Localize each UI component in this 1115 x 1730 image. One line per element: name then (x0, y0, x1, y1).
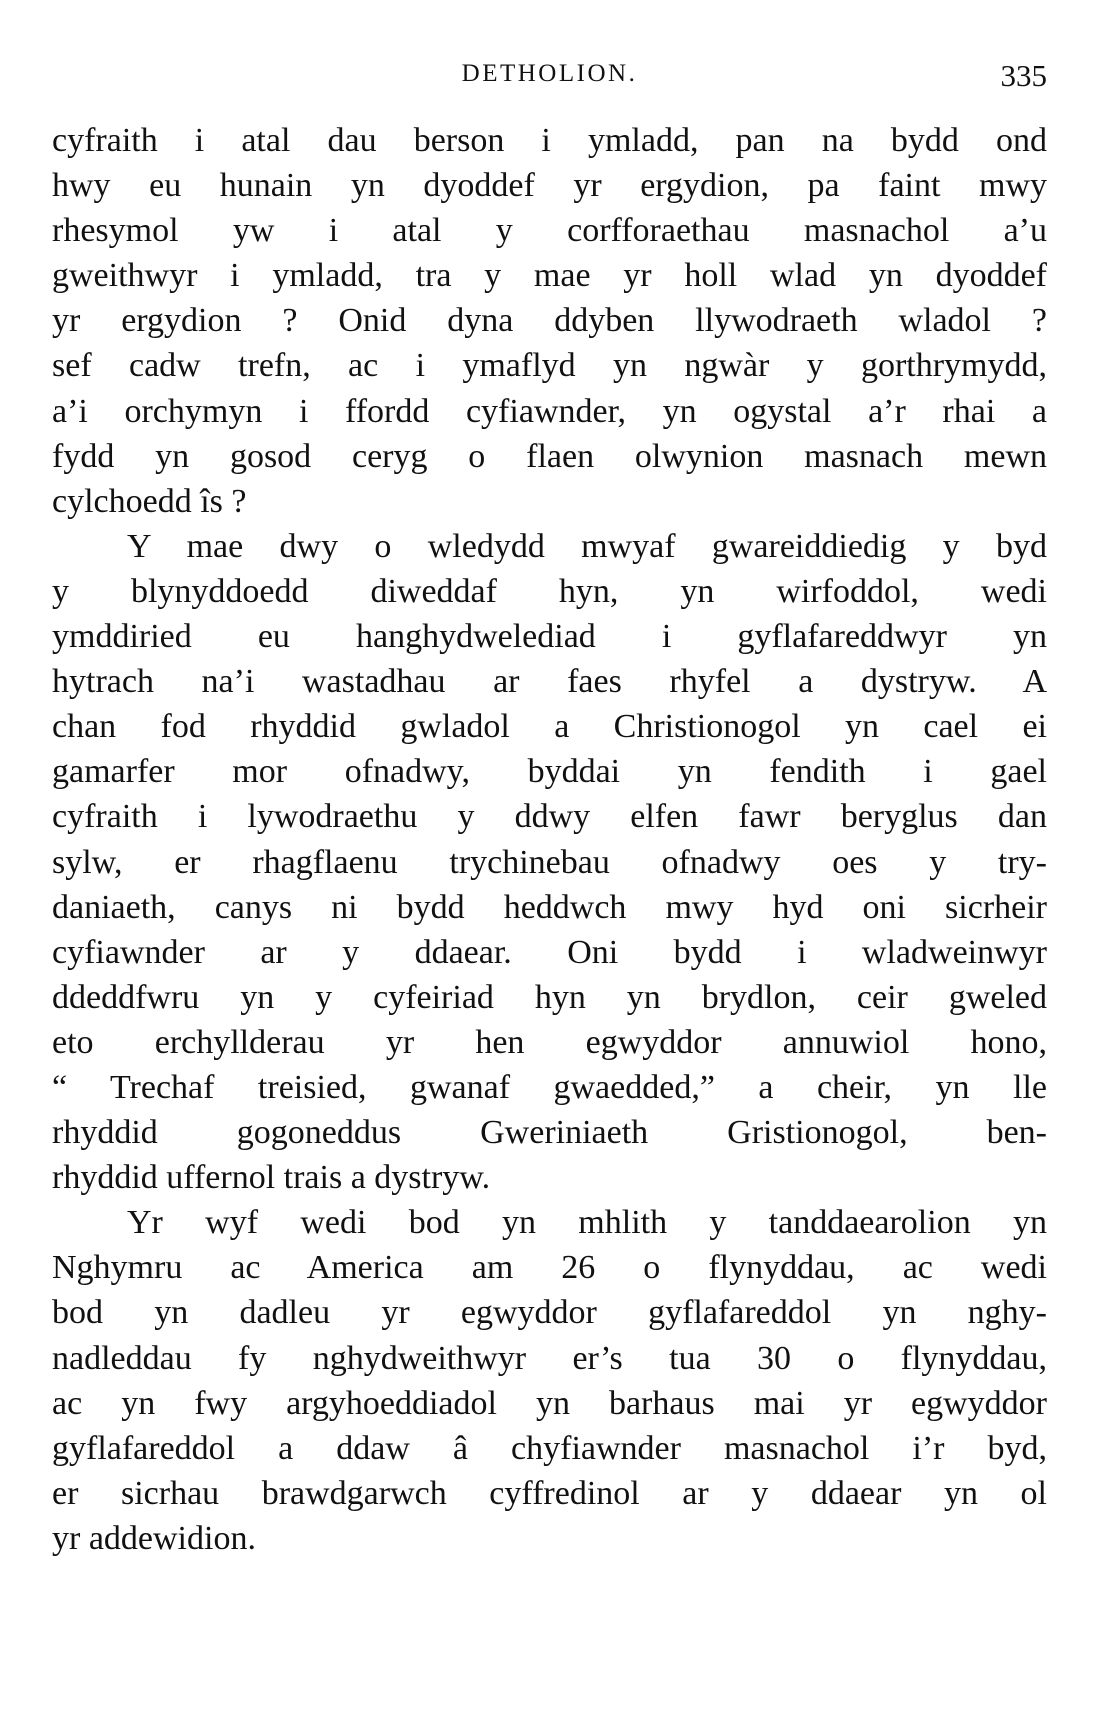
text-line: a’i orchymyn i ffordd cyfiawnder, yn ogystal a’r rhai a (52, 392, 1047, 430)
text-line: hwy eu hunain yn dyoddef yr ergydion, pa faint mwy (52, 167, 1047, 205)
text-line: Nghymru ac America am 26 o flynyddau, ac wedi (52, 1249, 1047, 1287)
text-line: gamarfer mor ofnadwy, byddai yn fendith i gael (52, 753, 1047, 791)
text-line: sylw, er rhagflaenu trychinebau ofnadwy oes y try- (52, 843, 1047, 881)
text-line: cyfraith i atal dau berson i ymladd, pan na bydd ond (52, 122, 1047, 159)
text-line: rhesymol yw i atal y corfforaethau masnachol a’u (52, 212, 1047, 250)
text-line: eto erchyllderau yr hen egwyddor annuwiol hono, (52, 1023, 1047, 1061)
text-line: chan fod rhyddid gwladol a Christionogol yn cael ei (52, 708, 1047, 746)
text-line: nadleddau fy nghydweithwyr er’s tua 30 o flynyddau, (52, 1339, 1047, 1377)
text-line: daniaeth, canys ni bydd heddwch mwy hyd oni sicrheir (52, 888, 1047, 926)
text-line: y blynyddoedd diweddaf hyn, yn wirfoddol, wedi (52, 572, 1047, 610)
running-head: DETHOLION. (461, 60, 638, 87)
text-line: rhyddid gogoneddus Gweriniaeth Gristionogol, ben- (52, 1114, 1047, 1152)
text-line: cyfiawnder ar y ddaear. Oni bydd i wladweinwyr (52, 933, 1047, 971)
paragraph (52, 1200, 1047, 1561)
text-line: yr ergydion ? Onid dyna ddyben llywodraeth wladol ? (52, 302, 1047, 340)
text-line: fydd yn gosod ceryg o flaen olwynion masnach mewn (52, 437, 1047, 475)
body-text (52, 118, 1047, 1561)
text-line: ac yn fwy argyhoeddiadol yn barhaus mai yr egwyddor (52, 1384, 1047, 1422)
text-line: hytrach na’i wastadhau ar faes rhyfel a dystryw. A (52, 663, 1047, 701)
page-header (52, 58, 1047, 98)
text-line: cyfraith i lywodraethu y ddwy elfen fawr beryglus dan (52, 798, 1047, 836)
text-line: ddeddfwru yn y cyfeiriad hyn yn brydlon, ceir gweled (52, 978, 1047, 1016)
paragraph (52, 524, 1047, 1200)
text-line: gyflafareddol a ddaw â chyfiawnder masnachol i’r byd, (52, 1429, 1047, 1467)
text-line: Yr wyf wedi bod yn mhlith y tanddaearolion yn (127, 1204, 1047, 1242)
text-line: sef cadw trefn, ac i ymaflyd yn ngwàr y gorthrymydd, (52, 347, 1047, 385)
text-line: bod yn dadleu yr egwyddor gyflafareddol yn nghy- (52, 1294, 1047, 1332)
text-line: “ Trechaf treisied, gwanaf gwaedded,” a cheir, yn lle (52, 1068, 1047, 1106)
text-line: ymddiried eu hanghydwelediad i gyflafareddwyr yn (52, 618, 1047, 656)
paragraph (52, 118, 1047, 524)
page-number: 335 (1000, 58, 1047, 93)
text-line: yr addewidion. (52, 1519, 256, 1557)
text-line: rhyddid uffernol trais a dystryw. (52, 1159, 491, 1197)
text-line: gweithwyr i ymladd, tra y mae yr holl wlad yn dyoddef (52, 257, 1047, 295)
text-line: Y mae dwy o wledydd mwyaf gwareiddiedig y byd (127, 527, 1047, 565)
text-line: cylchoedd îs ? (52, 482, 247, 520)
text-line: er sicrhau brawdgarwch cyffredinol ar y ddaear yn ol (52, 1474, 1047, 1512)
